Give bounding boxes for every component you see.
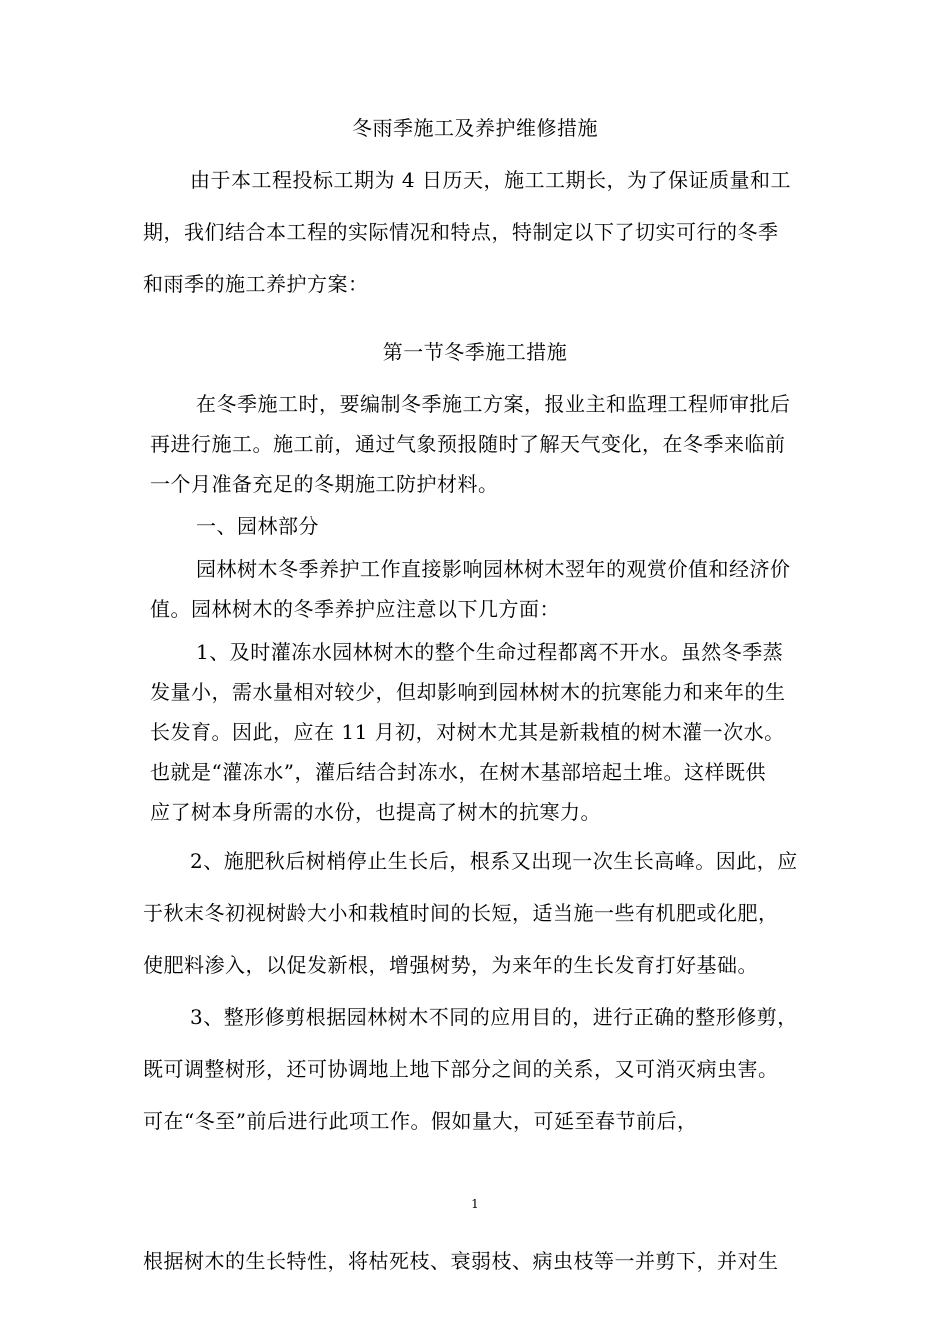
section-para-line-3: 一个月准备充足的冬期施工防护材料。 (150, 472, 499, 496)
section-title: 第一节冬季施工措施 (382, 340, 568, 364)
item3-line-1: 3、整形修剪根据园林树木不同的应用目的，进行正确的整形修剪， (190, 1005, 798, 1029)
item1-line-4: 也就是“灌冻水”，灌后结合封冻水，在树木基部培起土堆。这样既供 (150, 760, 766, 784)
next-page-line: 根据树木的生长特性，将枯死枝、衰弱枝、病虫枝等一并剪下，并对生 (143, 1249, 779, 1273)
item3-line-3: 可在“冬至”前后进行此项工作。假如量大，可延至春节前后， (143, 1109, 698, 1133)
item3-line-2: 既可调整树形，还可协调地上地下部分之间的关系，又可消灭病虫害。 (143, 1057, 779, 1081)
page-number: 1 (471, 1197, 479, 1211)
item1-line-2: 发量小，需水量相对较少，但却影响到园林树木的抗寒能力和来年的生 (150, 680, 786, 704)
item1-line-3: 长发育。因此，应在 11 月初，对树木尤其是新栽植的树木灌一次水。 (150, 720, 785, 744)
document-title: 冬雨季施工及养护维修措施 (352, 116, 598, 140)
section-para-line-2: 再进行施工。施工前，通过气象预报随时了解天气变化，在冬季来临前 (150, 432, 786, 456)
item1-line-5: 应了树本身所需的水份，也提高了树木的抗寒力。 (150, 800, 601, 824)
item2-line-3: 使肥料渗入，以促发新根，增强树势，为来年的生长发育打好基础。 (143, 953, 758, 977)
item1-line-1: 1、及时灌冻水园林树木的整个生命过程都离不开水。虽然冬季蒸 (196, 640, 784, 664)
subsection-heading: 一、园林部分 (196, 514, 319, 538)
intro-line-3: 和雨季的施工养护方案： (143, 272, 369, 296)
item2-line-2: 于秋末冬初视树龄大小和栽植时间的长短，适当施一些有机肥或化肥， (143, 901, 779, 925)
section-para-line-1: 在冬季施工时，要编制冬季施工方案，报业主和监理工程师审批后 (196, 392, 791, 416)
intro-line-1: 由于本工程投标工期为 4 日历天，施工工期长，为了保证质量和工 (190, 168, 791, 192)
garden-para-line-2: 值。园林树木的冬季养护应注意以下几方面： (150, 597, 560, 621)
intro-line-2: 期，我们结合本工程的实际情况和特点，特制定以下了切实可行的冬季 (143, 220, 779, 244)
garden-para-line-1: 园林树木冬季养护工作直接影响园林树木翌年的观赏价值和经济价 (196, 557, 791, 581)
item2-line-1: 2、施肥秋后树梢停止生长后，根系又出现一次生长高峰。因此，应 (190, 849, 798, 873)
